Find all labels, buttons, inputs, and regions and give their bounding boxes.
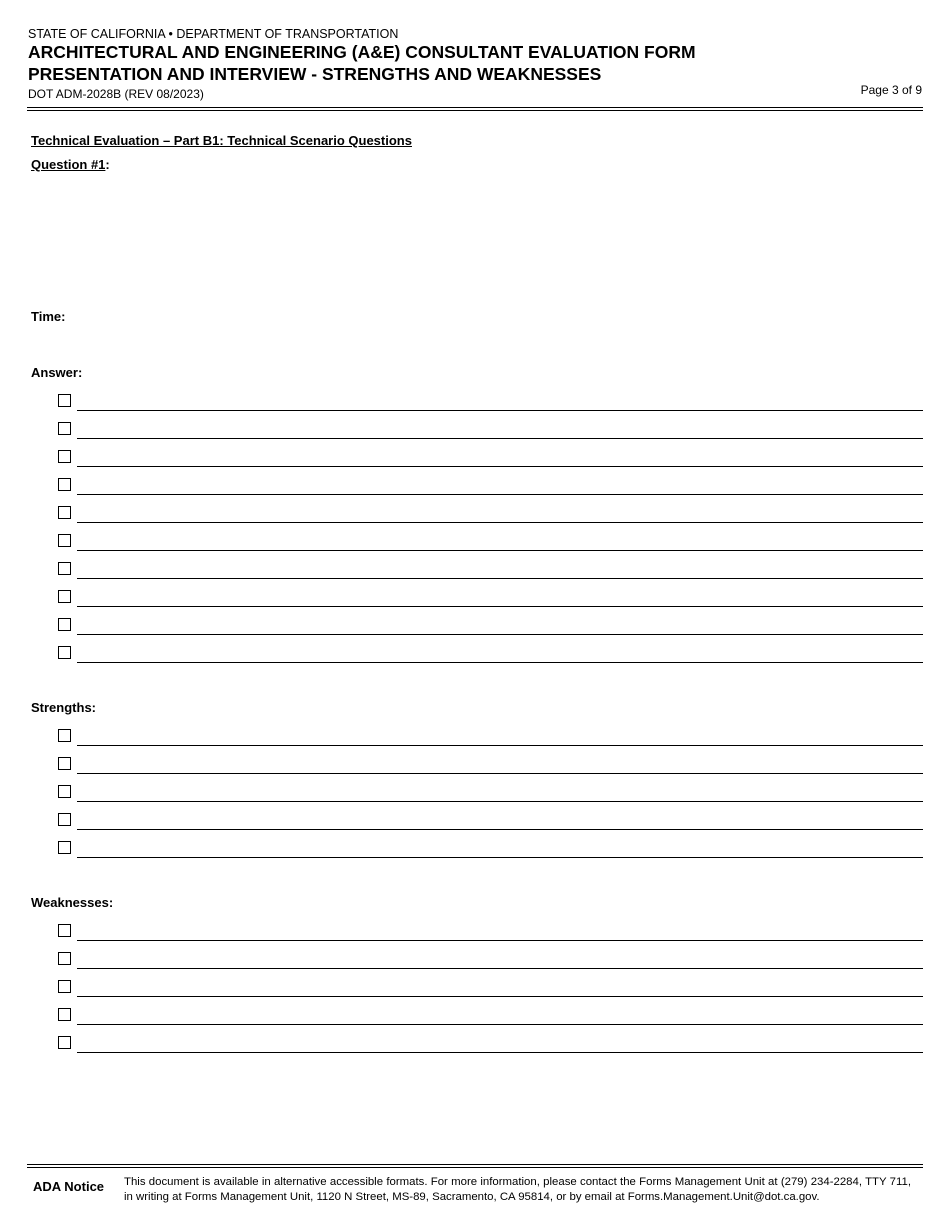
weakness-text-line[interactable] bbox=[77, 1052, 923, 1053]
strength-checkbox[interactable] bbox=[58, 841, 71, 854]
answer-checkbox[interactable] bbox=[58, 450, 71, 463]
answer-row bbox=[58, 590, 923, 608]
answer-row bbox=[58, 422, 923, 440]
answer-row bbox=[58, 534, 923, 552]
page-number: Page 3 of 9 bbox=[860, 83, 922, 97]
answer-text-line[interactable] bbox=[77, 438, 923, 439]
strength-text-line[interactable] bbox=[77, 745, 923, 746]
weakness-checkbox[interactable] bbox=[58, 924, 71, 937]
answer-row bbox=[58, 618, 923, 636]
form-title-line-2: PRESENTATION AND INTERVIEW - STRENGTHS AND WEAKNESSES bbox=[28, 64, 602, 84]
answer-checkbox[interactable] bbox=[58, 618, 71, 631]
strength-checkbox[interactable] bbox=[58, 813, 71, 826]
answer-checkbox[interactable] bbox=[58, 562, 71, 575]
answer-text-line[interactable] bbox=[77, 494, 923, 495]
weakness-checkbox[interactable] bbox=[58, 1036, 71, 1049]
weakness-row bbox=[58, 1036, 923, 1054]
strength-row bbox=[58, 757, 923, 775]
strength-checkbox[interactable] bbox=[58, 785, 71, 798]
answer-text-line[interactable] bbox=[77, 662, 923, 663]
answer-text-line[interactable] bbox=[77, 550, 923, 551]
strength-text-line[interactable] bbox=[77, 857, 923, 858]
strength-row bbox=[58, 729, 923, 747]
answer-checkbox[interactable] bbox=[58, 506, 71, 519]
answer-checkbox[interactable] bbox=[58, 422, 71, 435]
strength-text-line[interactable] bbox=[77, 829, 923, 830]
question-label: Question #1 bbox=[31, 157, 106, 172]
weakness-text-line[interactable] bbox=[77, 968, 923, 969]
answer-text-line[interactable] bbox=[77, 410, 923, 411]
answer-checkbox[interactable] bbox=[58, 534, 71, 547]
header-divider-bottom bbox=[27, 110, 923, 111]
answer-checkbox[interactable] bbox=[58, 478, 71, 491]
ada-notice-text: This document is available in alternative accessible formats. For more information, please contact the Forms Management Unit at (279) 234-2284, TTY 711, in writing at Forms Management Unit, 1120 N Street, MS-89, Sacramento, CA 95814, or by email at Forms.Management.Unit@dot.ca.gov. bbox=[124, 1176, 911, 1203]
strengths-label: Strengths: bbox=[31, 700, 96, 715]
answer-row bbox=[58, 506, 923, 524]
agency-header: STATE OF CALIFORNIA • DEPARTMENT OF TRANSPORTATION bbox=[28, 27, 399, 41]
weakness-row bbox=[58, 1008, 923, 1026]
answer-label: Answer: bbox=[31, 365, 83, 380]
weaknesses-label: Weaknesses: bbox=[31, 895, 114, 910]
weakness-text-line[interactable] bbox=[77, 1024, 923, 1025]
weakness-row bbox=[58, 980, 923, 998]
strength-text-line[interactable] bbox=[77, 773, 923, 774]
footer-divider-bottom bbox=[27, 1167, 923, 1168]
question-suffix: : bbox=[105, 157, 110, 172]
strength-text-line[interactable] bbox=[77, 801, 923, 802]
weakness-checkbox[interactable] bbox=[58, 980, 71, 993]
strength-checkbox[interactable] bbox=[58, 729, 71, 742]
weakness-row bbox=[58, 924, 923, 942]
strength-row bbox=[58, 841, 923, 859]
answer-checkbox[interactable] bbox=[58, 590, 71, 603]
strength-row bbox=[58, 785, 923, 803]
answer-row bbox=[58, 394, 923, 412]
answer-text-line[interactable] bbox=[77, 578, 923, 579]
time-label: Time: bbox=[31, 309, 66, 324]
answer-checkbox[interactable] bbox=[58, 394, 71, 407]
answer-checkbox[interactable] bbox=[58, 646, 71, 659]
answer-row bbox=[58, 450, 923, 468]
footer-divider-top bbox=[27, 1164, 923, 1165]
answer-row bbox=[58, 478, 923, 496]
ada-notice-label: ADA Notice bbox=[33, 1179, 105, 1194]
answer-text-line[interactable] bbox=[77, 606, 923, 607]
form-title-line-1: ARCHITECTURAL AND ENGINEERING (A&E) CONSULTANT EVALUATION FORM bbox=[28, 42, 696, 62]
weakness-checkbox[interactable] bbox=[58, 1008, 71, 1021]
strength-row bbox=[58, 813, 923, 831]
answer-text-line[interactable] bbox=[77, 634, 923, 635]
weakness-text-line[interactable] bbox=[77, 996, 923, 997]
weakness-text-line[interactable] bbox=[77, 940, 923, 941]
section-title: Technical Evaluation – Part B1: Technical Scenario Questions bbox=[31, 133, 412, 148]
weakness-checkbox[interactable] bbox=[58, 952, 71, 965]
answer-row bbox=[58, 646, 923, 664]
weakness-row bbox=[58, 952, 923, 970]
answer-text-line[interactable] bbox=[77, 522, 923, 523]
question-heading bbox=[31, 157, 110, 172]
form-number: DOT ADM-2028B (REV 08/2023) bbox=[28, 87, 204, 101]
header-divider-top bbox=[27, 107, 923, 108]
answer-text-line[interactable] bbox=[77, 466, 923, 467]
answer-row bbox=[58, 562, 923, 580]
strength-checkbox[interactable] bbox=[58, 757, 71, 770]
